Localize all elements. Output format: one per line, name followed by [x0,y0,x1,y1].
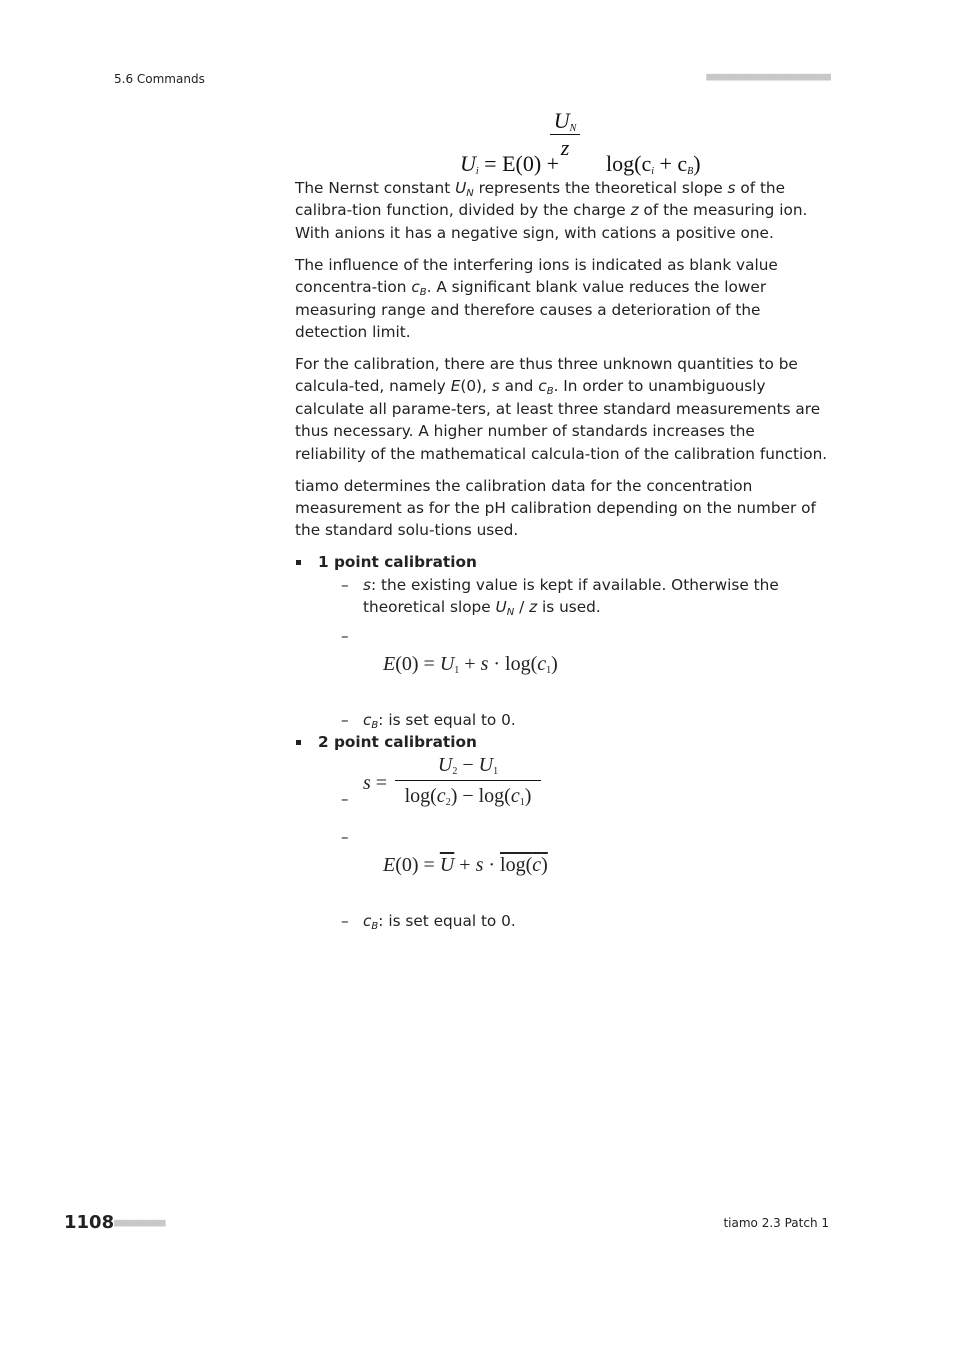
bullet-square-icon [296,560,301,565]
bullet-1-point-calibration: 1 point calibration [295,551,830,573]
product-name: tiamo 2.3 Patch 1 [723,1216,829,1230]
section-title: 5.6 Commands [114,72,205,86]
list-item-blank-value: – $c_B$: is set equal to 0. [341,710,516,731]
list-item-blank-value-2: – $c_B$: is set equal to 0. [341,911,516,932]
equation-e0-two-point: – $E(0) = \overline{U} + s \cdot \log(c)$ [341,827,548,876]
paragraph-interfering-ions: The influence of the interfering ions is indicated as blank value concentra-tion $c_B$. A significant blank value reduces the lower measuring range and therefore causes a deterioration of the detection limit. [295,255,778,342]
footer-dots: ■■■■■■■■■ [114,1216,165,1229]
equation-e0-one-point: – $E(0) = U_1 + s \cdot \log(c_1)$ [341,626,558,676]
bullet-square-icon [296,740,301,745]
page-number: 1108 [64,1212,115,1233]
bullet-2-point-calibration: 2 point calibration [295,731,830,753]
nernst-equation: $U_i = E(0)$ + $U_N$ z $\log(c_i + c_B)$ [460,108,701,177]
list-item-slope: – s: the existing value is kept if available. Otherwise the theoretical slope $U_N$ / z is used. [341,575,779,619]
header-dots: ■■■■■■■■■■■■■■■■■■■■■■ [706,70,830,83]
body-content [295,177,830,932]
paragraph-tiamo-calibration: tiamo determines the calibration data for the concentration measurement as for the pH calibration depending on the number of the standard solu-tions used. [295,476,816,540]
paragraph-nernst-constant: The Nernst constant $U_N$ represents the theoretical slope s of the calibra-tion function, divided by the charge z of the measuring ion. With anions it has a negative sign, with cations a positive one. [295,179,808,242]
equation-slope-two-point: – s = $U_2 - U_1$ $\log(c_2) - \log(c_1)$ [295,754,830,818]
paragraph-calibration-unknowns: For the calibration, there are thus three unknown quantities to be calcula-ted, namely E(0), s and $c_B$. In order to unambiguously calculate all parame-ters, at least three standard measurements are thus necessary. A higher number of standards increases the reliability of the mathematical calcula-tion of the calibration function. [295,355,828,463]
